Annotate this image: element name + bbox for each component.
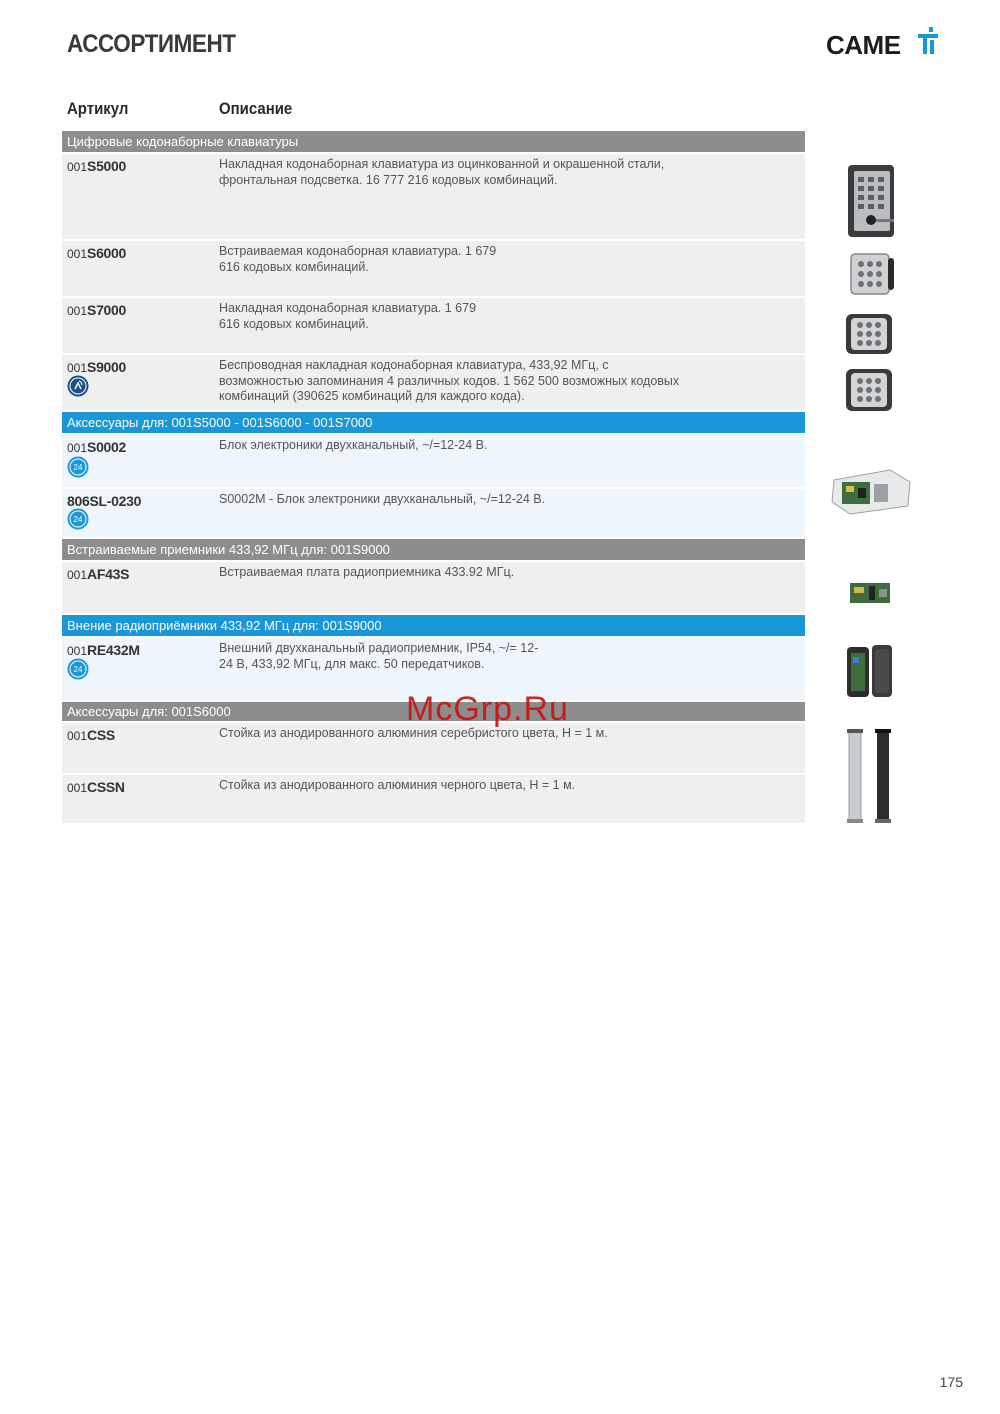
article-code: 001RE432M <box>67 642 140 658</box>
receiver-af43s-image <box>849 580 891 606</box>
column-header-code: Артикул <box>67 99 129 118</box>
voltage-24v-badge-icon <box>67 456 89 478</box>
section-header: Аксессуары для: 001S5000 - 001S6000 - 001S7000 <box>62 412 805 433</box>
article-code: 806SL-0230 <box>67 493 142 509</box>
table-row <box>62 435 805 487</box>
page-title: АССОРТИМЕНТ <box>67 30 236 58</box>
section-header: Аксессуары для: 001S6000 <box>62 702 805 721</box>
watermark: McGrp.Ru <box>406 690 569 728</box>
article-code: 001CSS <box>67 727 115 743</box>
article-code: 001S5000 <box>67 158 127 174</box>
article-code: 001S9000 <box>67 359 127 375</box>
table-row <box>62 241 805 296</box>
keypad-s9000-image <box>844 367 894 413</box>
voltage-24v-badge-icon <box>67 508 89 530</box>
description: Накладная кодонаборная клавиатура из оцинкованной и окрашенной стали, фронтальная подсветка. 16 777 216 кодовых комбинаций. <box>219 157 665 187</box>
description: Беспроводная накладная кодонаборная клавиатура, 433,92 МГц, с возможностью запоминания 4 различных кодов. 1 562 500 возможных кодовых комбинаций (390625 комбинаций для каждого кода). <box>219 358 680 403</box>
keypad-s6000-image <box>848 252 896 296</box>
description: Стойка из анодированного алюминия черного цвета, H = 1 м. <box>219 778 576 792</box>
description: Накладная кодонаборная клавиатура. 1 679 616 кодовых комбинаций. <box>219 301 477 331</box>
description: Встраиваемая плата радиоприемника 433.92 МГц. <box>219 565 515 579</box>
page-number: 175 <box>939 1374 963 1390</box>
table-row <box>62 355 805 410</box>
column-header-description: Описание <box>219 99 293 118</box>
description: Блок электроники двухканальный, ~/=12-24 В. <box>219 438 488 452</box>
table-row <box>62 154 805 239</box>
section-header: Цифровые кодонаборные клавиатуры <box>62 131 805 152</box>
article-code: 001S6000 <box>67 245 127 261</box>
came-logo <box>826 26 946 62</box>
section-header: Внение радиоприёмники 433,92 МГц для: 001S9000 <box>62 615 805 636</box>
wireless-badge-icon <box>67 375 89 397</box>
svg-text:24: 24 <box>73 515 83 524</box>
keypad-s7000-image <box>844 312 894 356</box>
article-code: 001S7000 <box>67 302 127 318</box>
description: S0002M - Блок электроники двухканальный, ~/=12-24 В. <box>219 492 546 506</box>
table-row <box>62 723 805 773</box>
posts-css-cssn-image <box>845 729 895 825</box>
svg-text:24: 24 <box>73 463 83 472</box>
description: Внешний двухканальный радиоприемник, IP54, ~/= 12-24 В, 433,92 МГц, для макс. 50 передатчиков. <box>219 641 539 671</box>
article-code: 001AF43S <box>67 566 130 582</box>
article-code: 001S0002 <box>67 439 127 455</box>
receiver-re432m-image <box>846 643 894 701</box>
description: Стойка из анодированного алюминия серебристого цвета, H = 1 м. <box>219 726 608 740</box>
logo-text: CAME <box>826 30 901 60</box>
logo-mark-icon <box>916 26 940 56</box>
table-row <box>62 489 805 537</box>
table-row <box>62 298 805 353</box>
table-row <box>62 562 805 613</box>
voltage-24v-badge-icon <box>67 658 89 680</box>
table-row <box>62 775 805 823</box>
section-header: Встраиваемые приемники 433,92 МГц для: 001S9000 <box>62 539 805 560</box>
keypad-s5000-image <box>846 163 898 239</box>
article-code: 001CSSN <box>67 779 125 795</box>
description: Встраиваемая кодонаборная клавиатура. 1 679 616 кодовых комбинаций. <box>219 244 497 274</box>
svg-text:24: 24 <box>73 665 83 674</box>
control-unit-s0002-image <box>830 468 912 516</box>
